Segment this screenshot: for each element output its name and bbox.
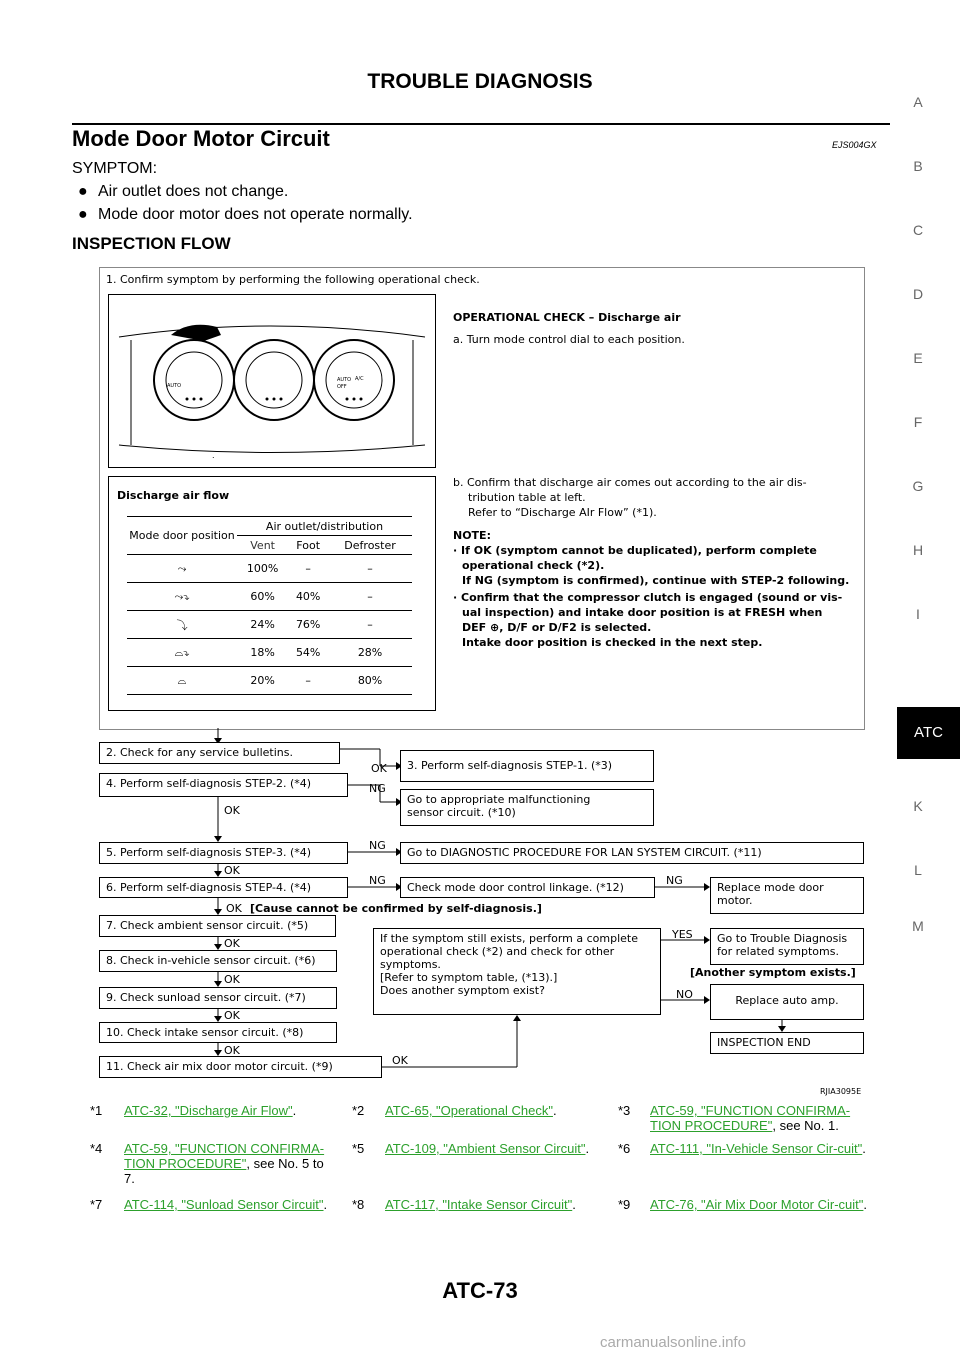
footnote-link[interactable]: ATC-65, "Operational Check" [385,1103,553,1118]
index-tab-active[interactable]: ATC [897,707,960,759]
foot-mode-icon: ⤵ [127,611,237,639]
bullet-icon: ● [78,206,88,223]
box-line: [Refer to symptom table, (*13).] [380,971,558,984]
op-step-b: tribution table at left. [468,491,586,504]
flow-step-2: 2. Check for any service bulletins. [99,742,340,764]
flow-step-4: 4. Perform self-diagnosis STEP-2. (*4) [99,773,348,797]
def-foot-mode-icon: ⌓⤵ [127,639,237,667]
note-line: · Confirm that the compressor clutch is engaged (sound or vis- [453,591,843,604]
flow-step-11: 11. Check air mix door motor circuit. (*9) [99,1056,382,1078]
flow-step-3: 3. Perform self-diagnosis STEP-1. (*3) [400,750,654,782]
footnote-2 [385,1103,605,1118]
footnote-text: . [863,1197,868,1212]
yes-label: YES [672,928,693,941]
watermark: carmanualsonline.info [600,1334,746,1351]
op-step-a: a. Turn mode control dial to each position. [453,333,685,346]
table-header: Foot [288,536,328,555]
table-cell: 80% [328,667,412,695]
table-cell: – [328,611,412,639]
flow-yes-box [710,928,864,965]
figure-code: RJIA3095E [820,1087,862,1096]
ok-label: OK [224,1044,240,1057]
footnote-mark: *6 [618,1141,631,1156]
footnote-text: . [585,1141,590,1156]
footnote-mark: *8 [352,1197,365,1212]
box-line: operational check (*2) and check for other [380,945,615,958]
footnote-9 [650,1197,875,1212]
ng-label: NG [369,839,386,852]
box-line: motor. [717,894,753,907]
symptom-text: Mode door motor does not operate normally. [98,206,413,223]
another-label: [Another symptom exists.] [690,966,856,979]
note-title: NOTE: [453,529,491,542]
table-cell: – [328,583,412,611]
footnote-mark: *5 [352,1141,365,1156]
footnote-text: . [552,1103,557,1118]
note-line: Intake door position is checked in the next step. [462,636,763,649]
table-cell: 40% [288,583,328,611]
index-letter[interactable]: K [913,798,923,814]
flow-no-box: Replace auto amp. [710,984,864,1020]
ok-label: OK [224,804,240,817]
table-header: Vent [237,536,288,555]
ok-label: OK [224,973,240,986]
index-letter[interactable]: I [916,606,920,622]
box-line: for related symptoms. [717,945,839,958]
index-letter[interactable]: E [913,350,923,366]
footnote-text: . [323,1197,328,1212]
symptom-text: Air outlet does not change. [98,183,289,200]
doc-code: EJS004GX [832,140,877,150]
flow-step-5-ng: Go to DIAGNOSTIC PROCEDURE FOR LAN SYSTEM CIRCUIT. (*11) [400,842,864,864]
table-cell: – [328,555,412,583]
footnote-text: . [862,1141,866,1156]
box-line: Does another symptom exist? [380,984,545,997]
footnote-link[interactable]: ATC-76, "Air Mix Door Motor Cir-cuit" [650,1197,864,1212]
flow-step-6: 6. Perform self-diagnosis STEP-4. (*4) [99,877,348,898]
op-title: OPERATIONAL CHECK – Discharge air [453,311,681,324]
box-line: Replace mode door [717,881,824,894]
footnote-3 [650,1103,875,1133]
section-header: TROUBLE DIAGNOSIS [367,70,593,93]
note-line: If NG (symptom is confirmed), continue with STEP-2 following. [462,574,850,587]
table-cell: 20% [237,667,288,695]
op-step-b: Refer to “Discharge AIr Flow” (*1). [468,506,657,519]
ok-label: OK [371,762,387,775]
table-cell: 24% [237,611,288,639]
footnote-5 [385,1141,610,1156]
bilevel-mode-icon: ⤳⤵ [127,583,237,611]
index-letter[interactable]: F [913,414,923,430]
footnote-text: . [292,1103,297,1118]
table-cell: 60% [237,583,288,611]
index-letter[interactable]: C [912,222,924,238]
dial-label: A/C [355,376,364,382]
table-title: Discharge air flow [117,489,230,502]
footnote-text: , see No. 5 to 7. [124,1156,324,1186]
table-header: Air outlet/distribution [237,517,412,536]
flow-step-6-ng2 [710,877,864,914]
footnote-mark: *1 [90,1103,103,1118]
footnote-mark: *9 [618,1197,631,1212]
footnote-link[interactable]: ATC-32, "Discharge Air Flow" [124,1103,293,1118]
table-cell: 76% [288,611,328,639]
ng-label: NG [369,874,386,887]
ng-label: NG [369,782,386,795]
flow-step-6-ng: Check mode door control linkage. (*12) [400,877,655,898]
table-cell: 18% [237,639,288,667]
box-line: Go to Trouble Diagnosis [717,932,848,945]
footnote-link[interactable]: ATC-114, "Sunload Sensor Circuit" [124,1197,324,1212]
footnote-8 [385,1197,615,1212]
footnote-1 [124,1103,334,1118]
flow-question [373,928,661,1015]
footnote-link[interactable]: ATC-59, "FUNCTION CONFIRMA-TION PROCEDURE" [124,1141,325,1171]
dial-label: OFF [337,384,347,390]
table-cell: 28% [328,639,412,667]
footnote-6 [650,1141,875,1156]
note-line: ual inspection) and intake door position is at FRESH when [462,606,823,619]
flow-step-7: 7. Check ambient sensor circuit. (*5) [99,915,336,937]
flow-step-5: 5. Perform self-diagnosis STEP-3. (*4) [99,842,348,864]
index-letter[interactable]: H [912,542,924,558]
box-line: sensor circuit. (*10) [407,806,516,819]
vent-mode-icon: ⤳ [127,555,237,583]
footnote-7 [124,1197,349,1212]
step1-text: 1. Confirm symptom by performing the following operational check. [106,273,480,286]
page-number: ATC-73 [442,1278,518,1303]
flow-step-8: 8. Check in-vehicle sensor circuit. (*6) [99,950,337,972]
box-line: If the symptom still exists, perform a complete [380,932,639,945]
ng-label: NG [666,874,683,887]
flow-end-box: INSPECTION END [710,1032,864,1054]
footnote-link[interactable]: ATC-111, "In-Vehicle Sensor Cir-cuit" [650,1141,863,1156]
section-heading: INSPECTION FLOW [72,234,231,253]
no-label: NO [676,988,693,1001]
ok-label: OK [392,1054,408,1067]
footnote-link[interactable]: ATC-117, "Intake Sensor Circuit" [385,1197,573,1212]
op-step-b: b. Confirm that discharge air comes out according to the air dis- [453,476,807,489]
table-cell: 54% [288,639,328,667]
symptom-label: SYMPTOM: [72,160,158,177]
cause-label: [Cause cannot be confirmed by self-diagnosis.] [250,902,542,915]
index-letter[interactable]: B [913,158,923,174]
ok-label: OK [224,1009,240,1022]
index-letter[interactable]: D [912,286,924,302]
footnote-4 [124,1141,334,1186]
index-letter[interactable]: A [913,94,923,110]
dial-label: AUTO [337,377,352,383]
note-line: DEF ⊕, D/F or D/F2 is selected. [462,621,652,634]
table-cell: – [288,555,328,583]
table-cell: – [288,667,328,695]
footnote-mark: *4 [90,1141,103,1156]
index-letter[interactable]: L [914,862,922,878]
footnote-text: . [572,1197,576,1212]
box-line: symptoms. [380,958,441,971]
footnote-mark: *2 [352,1103,365,1118]
footnote-link[interactable]: ATC-109, "Ambient Sensor Circuit" [385,1141,586,1156]
dial-label: AUTO [167,383,182,389]
table-header: Defroster [328,536,412,555]
ok-label: OK [224,937,240,950]
index-letter[interactable]: G [912,478,924,494]
defrost-mode-icon: ⌓ [127,667,237,695]
table-cell: 100% [237,555,288,583]
footnote-mark: *7 [90,1197,103,1212]
index-letter[interactable]: M [912,918,924,934]
box-line: Go to appropriate malfunctioning [407,793,591,806]
flow-step-9: 9. Check sunload sensor circuit. (*7) [99,987,337,1009]
footnote-link[interactable]: ATC-59, "FUNCTION CONFIRMA-TION PROCEDURE" [650,1103,851,1133]
note-line: · If OK (symptom cannot be duplicated), perform complete [453,544,817,557]
panel-mark: . [212,451,215,460]
flow-step-4-ng [400,789,654,826]
note-line: operational check (*2). [462,559,605,572]
flow-step-10: 10. Check intake sensor circuit. (*8) [99,1022,337,1043]
footnote-text: , see No. 1. [772,1118,839,1133]
ok-label: OK [224,864,240,877]
ok-label: OK [226,902,242,915]
page-title: Mode Door Motor Circuit [72,126,330,151]
table-header: Mode door position [127,517,237,555]
bullet-icon: ● [78,183,88,200]
footnote-mark: *3 [618,1103,631,1118]
